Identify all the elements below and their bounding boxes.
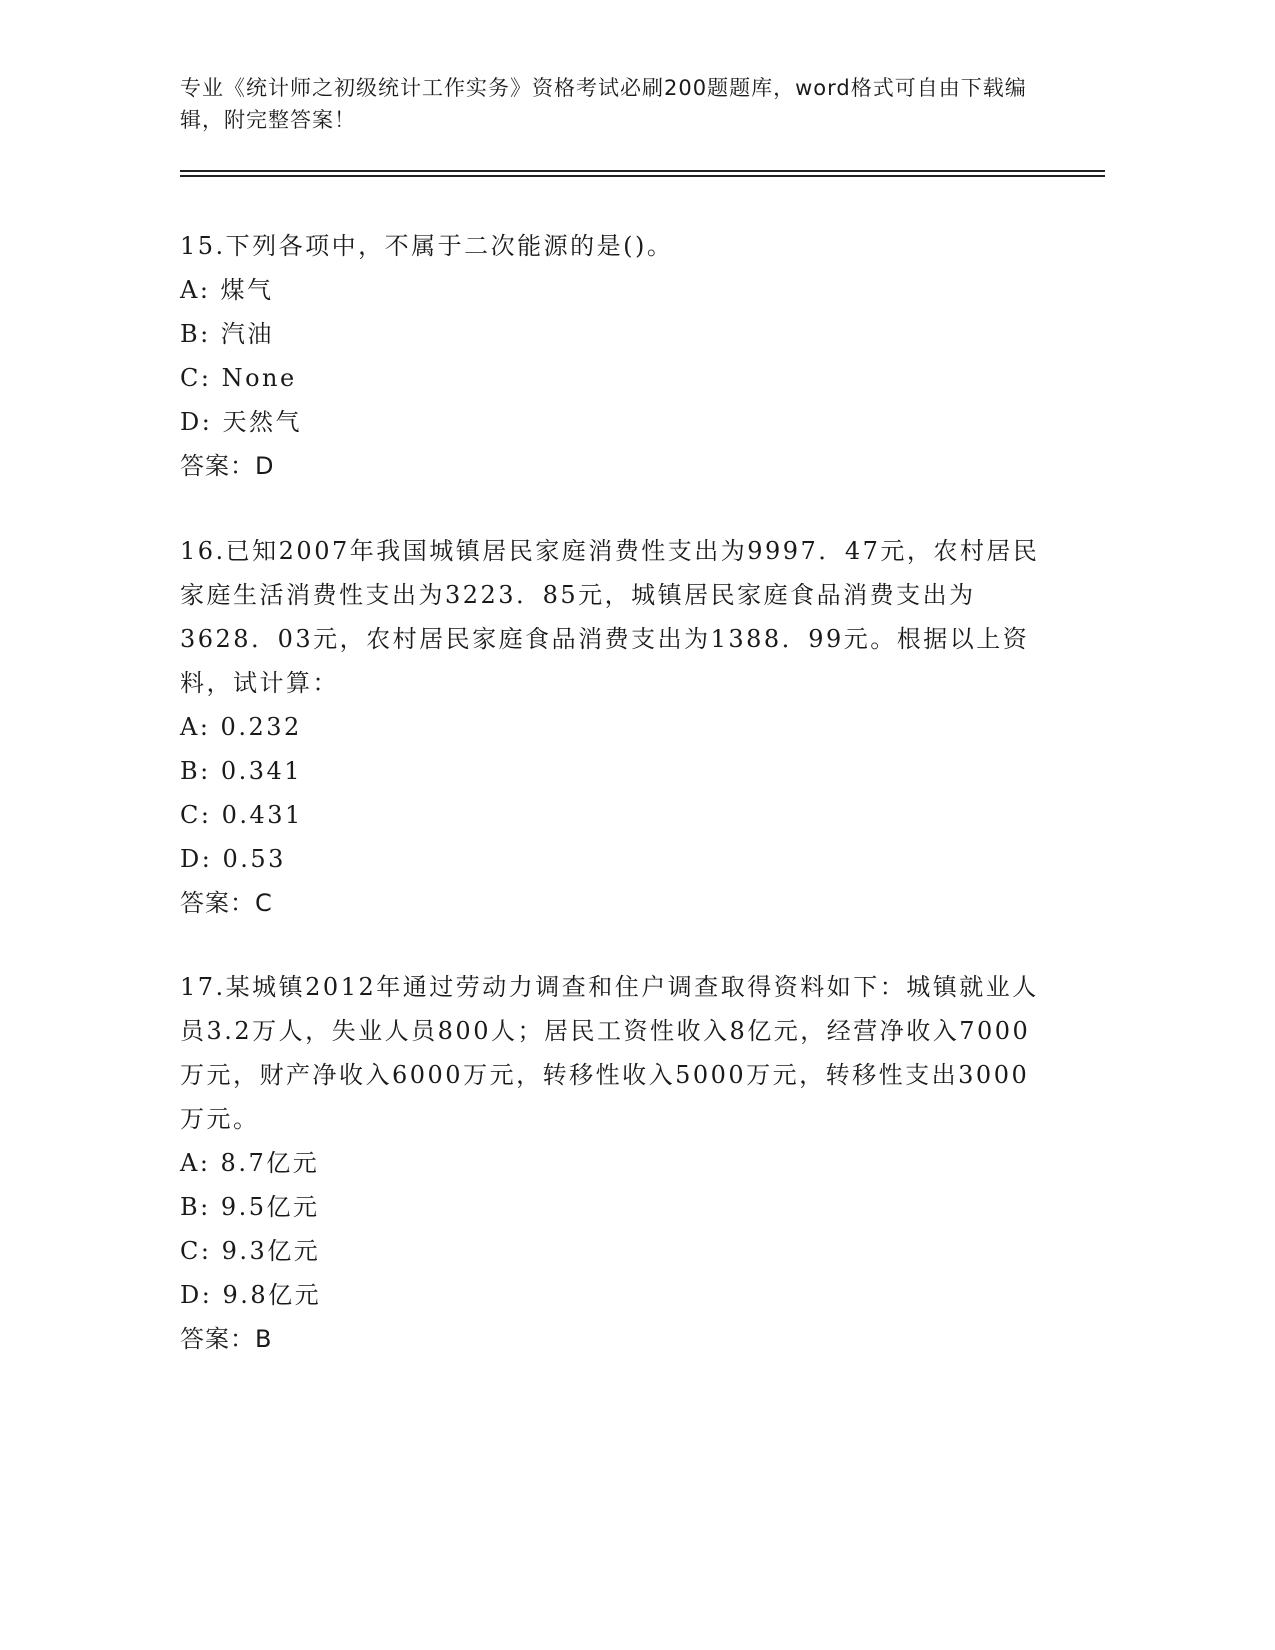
option-c: C: None — [180, 364, 297, 392]
option-a: A: 8.7亿元 — [180, 1149, 320, 1177]
option-b: B: 0.341 — [180, 757, 303, 785]
question-stem: 15.下列各项中，不属于二次能源的是()。 — [180, 232, 674, 260]
option-d: D: 9.8亿元 — [180, 1281, 322, 1309]
header-divider-top — [180, 170, 1105, 172]
question-16 — [180, 529, 1040, 925]
question-stem: 16.已知2007年我国城镇居民家庭消费性支出为9997．47元，农村居民家庭生活消费性支出为3223．85元，城镇居民家庭食品消费支出为3628．03元，农村居民家庭食品消费支出为1388．99元。根据以上资料，试计算： — [180, 537, 1040, 697]
header-divider-bottom — [180, 175, 1105, 177]
option-d: D: 天然气 — [180, 408, 302, 436]
option-a: A: 煤气 — [180, 276, 274, 304]
option-c: C: 0.431 — [180, 801, 303, 829]
option-d: D: 0.53 — [180, 845, 286, 873]
answer: 答案：D — [180, 452, 275, 480]
option-b: B: 汽油 — [180, 320, 274, 348]
option-b: B: 9.5亿元 — [180, 1193, 320, 1221]
option-c: C: 9.3亿元 — [180, 1237, 321, 1265]
question-stem: 17.某城镇2012年通过劳动力调查和住户调查取得资料如下：城镇就业人员3.2万人，失业人员800人；居民工资性收入8亿元，经营净收入7000万元，财产净收入6000万元，转移性收入5000万元，转移性支出3000万元。 — [180, 973, 1039, 1133]
answer: 答案：B — [180, 1325, 273, 1353]
option-a: A: 0.232 — [180, 713, 302, 741]
document-header: 专业《统计师之初级统计工作实务》资格考试必刷200题题库，word格式可自由下载编辑，附完整答案！ — [180, 76, 1027, 132]
question-17 — [180, 965, 1040, 1361]
answer: 答案：C — [180, 889, 273, 917]
question-15 — [180, 224, 1040, 488]
